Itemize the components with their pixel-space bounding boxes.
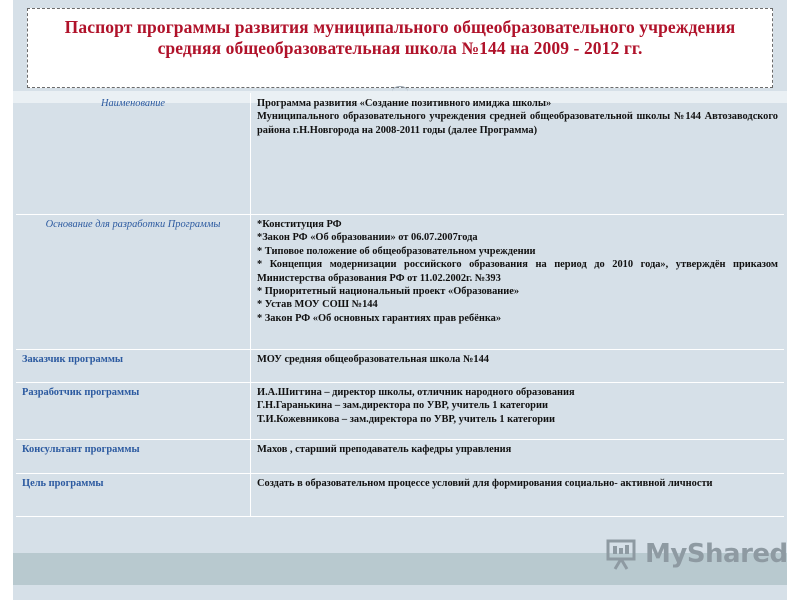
row-label-cell bbox=[16, 383, 251, 440]
row-label: Наименование bbox=[100, 98, 166, 109]
table-row bbox=[16, 440, 784, 474]
row-label-cell bbox=[16, 93, 251, 215]
row-value-line: * Типовое положение об общеобразовательном учреждении bbox=[257, 245, 536, 257]
row-label-cell bbox=[16, 215, 251, 350]
row-value-line: Г.Н.Гаранькина – зам.директора по УВР, учитель 1 категории bbox=[257, 400, 548, 412]
row-value-line: Т.И.Кожевникова – зам.директора по УВР, учитель 1 категории bbox=[257, 413, 556, 425]
row-label: Заказчик программы bbox=[22, 354, 124, 365]
row-value-line: И.А.Шиггина – директор школы, отличник народного образования bbox=[257, 387, 575, 398]
table-row bbox=[16, 93, 784, 215]
row-value-line: * Закон РФ «Об основных гарантиях прав ребёнка» bbox=[257, 312, 502, 324]
row-value-cell bbox=[251, 93, 785, 215]
row-value-line: *Закон РФ «Об образовании» от 06.07.2007года bbox=[257, 232, 478, 244]
row-value-line: Программа развития «Создание позитивного имиджа школы» bbox=[257, 98, 552, 109]
table-row bbox=[16, 383, 784, 440]
row-label: Разработчик программы bbox=[22, 387, 140, 398]
row-value-line: * Устав МОУ СОШ №144 bbox=[257, 299, 378, 311]
row-label: Основание для разработки Программы bbox=[45, 219, 221, 230]
row-value-line: *Конституция РФ bbox=[257, 219, 342, 230]
passport-table bbox=[16, 93, 784, 517]
row-value-line: * Приоритетный национальный проект «Образование» bbox=[257, 286, 520, 298]
row-value-line: МОУ средняя общеобразовательная школа №144 bbox=[257, 354, 489, 365]
row-label-cell bbox=[16, 474, 251, 517]
table-row bbox=[16, 350, 784, 383]
row-label: Цель программы bbox=[22, 478, 104, 489]
table-row bbox=[16, 215, 784, 350]
row-label-cell bbox=[16, 440, 251, 474]
watermark bbox=[605, 534, 788, 574]
row-value-cell bbox=[251, 215, 785, 350]
row-value-cell bbox=[251, 350, 785, 383]
row-label-cell bbox=[16, 350, 251, 383]
watermark-text: MyShared bbox=[645, 539, 788, 569]
row-value-line: * Концепция модернизации российского образования на период до 2010 года», утверждён приказом Министерства образования РФ от 11.02.2002г. №393 bbox=[257, 259, 778, 284]
row-value-cell bbox=[251, 383, 785, 440]
row-label: Консультант программы bbox=[22, 444, 140, 455]
row-value-line: Махов , старший преподаватель кафедры управления bbox=[257, 444, 512, 455]
page-title: Паспорт программы развития муниципального общеобразовательного учреждения средняя общеобразовательная школа №144 на 2009 - 2012 гг. bbox=[64, 17, 736, 58]
row-value-cell bbox=[251, 440, 785, 474]
row-value-line: Муниципального образовательного учреждения средней общеобразовательной школы №144 Автозаводского района г.Н.Новгорода на 2008-2011 годы (далее Программа) bbox=[257, 111, 778, 136]
row-value-line: Создать в образовательном процессе условий для формирования социально- активной личности bbox=[257, 478, 713, 489]
title-box bbox=[27, 8, 773, 88]
presentation-board-icon bbox=[605, 537, 639, 571]
row-value-cell bbox=[251, 474, 785, 517]
table-row bbox=[16, 474, 784, 517]
